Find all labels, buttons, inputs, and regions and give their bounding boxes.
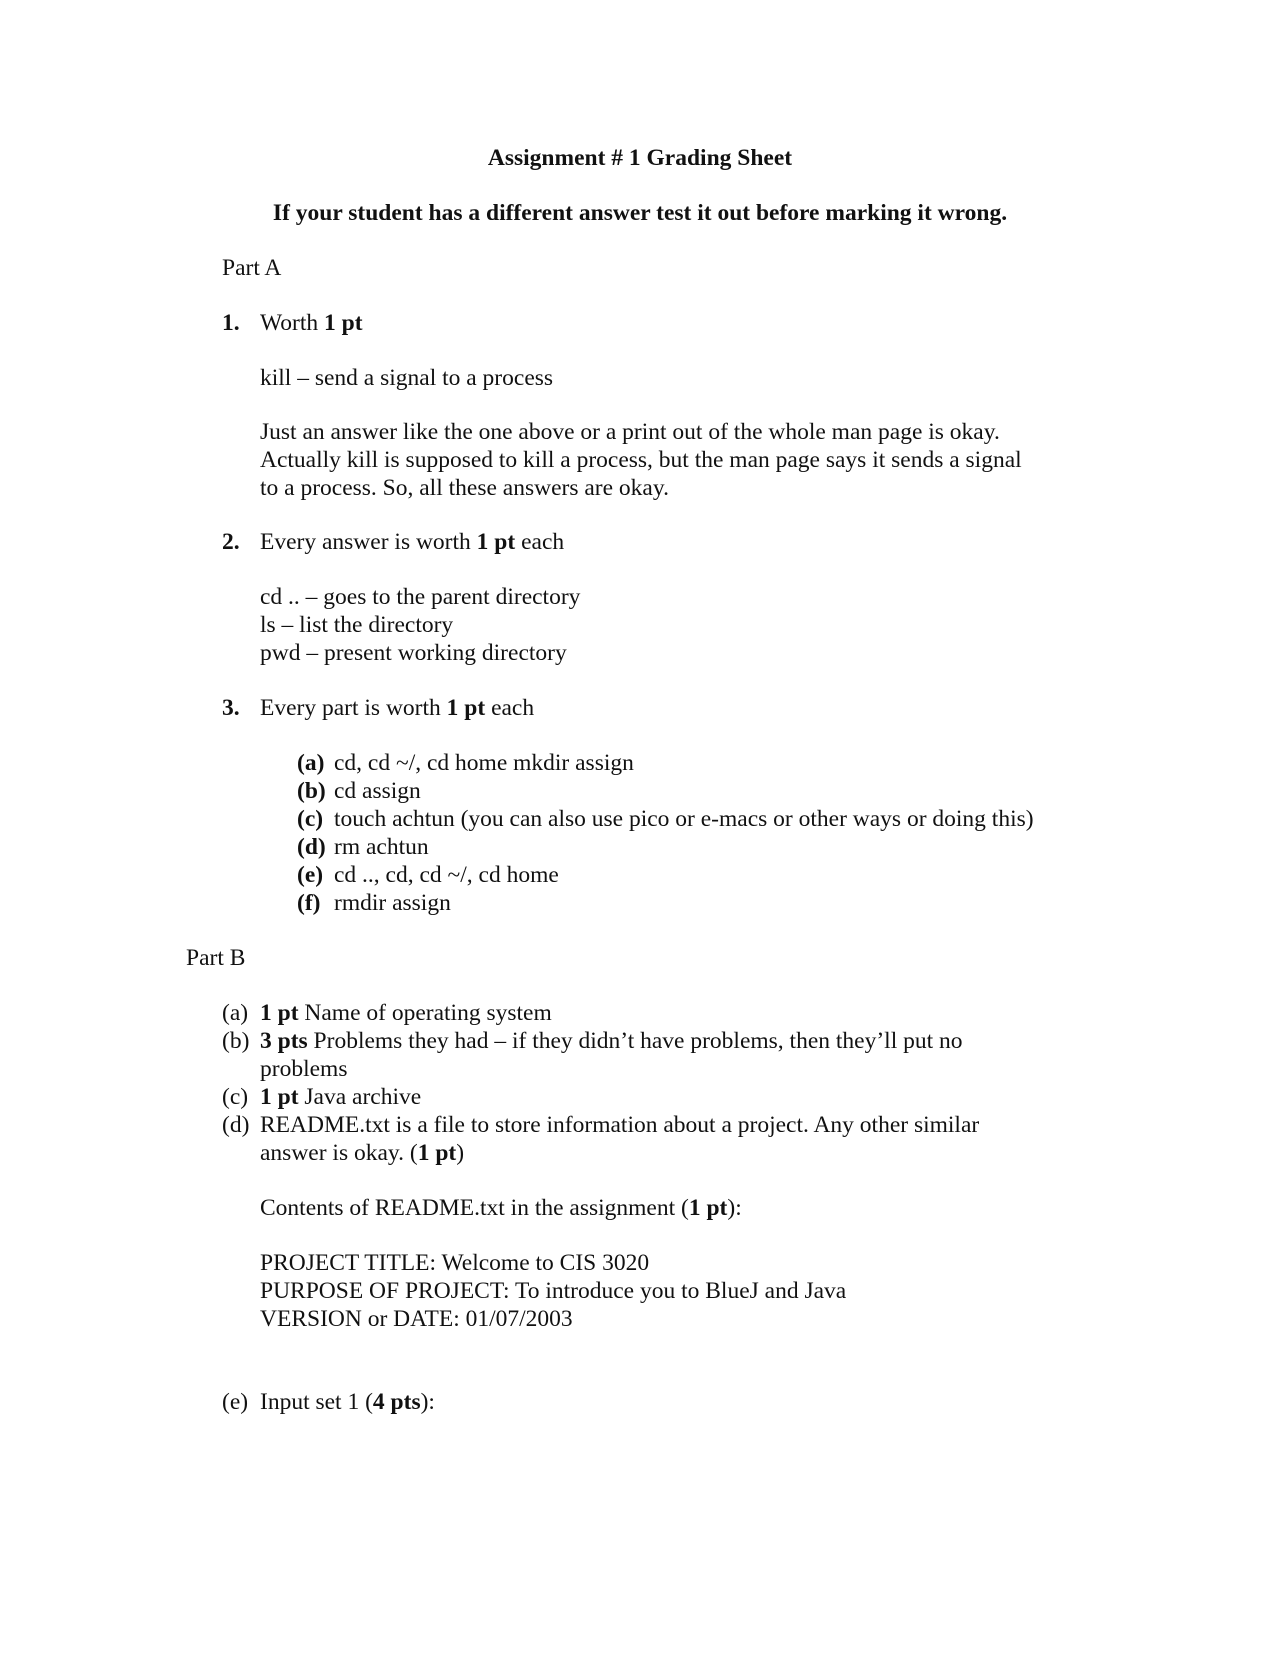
part-b-item-d-continued: answer is okay. (1 pt) (260, 1140, 465, 1166)
question-3-worth: Every part is worth 1 pt each (260, 695, 535, 721)
part-b-heading: Part B (186, 945, 246, 971)
readme-line: PURPOSE OF PROJECT: To introduce you to BlueJ and Java (260, 1278, 847, 1304)
question-2-worth: Every answer is worth 1 pt each (260, 529, 565, 555)
part-b-item-label: (a) (222, 1000, 249, 1026)
question-2-number: 2. (222, 529, 240, 555)
question-3-part-text: touch achtun (you can also use pico or e-macs or other ways or doing this) (334, 806, 1034, 832)
part-b-item-label: (b) (222, 1028, 250, 1054)
part-b-item-b: 3 pts Problems they had – if they didn’t have problems, then they’ll put no (260, 1028, 963, 1054)
question-3-number: 3. (222, 695, 240, 721)
question-3-part-text: cd .., cd, cd ~/, cd home (334, 862, 559, 888)
part-b-item-e: Input set 1 (4 pts): (260, 1389, 435, 1415)
grading-notice: If your student has a different answer test it out before marking it wrong. (272, 200, 1008, 226)
part-b-item-c: 1 pt Java archive (260, 1084, 422, 1110)
question-1-worth: Worth 1 pt (260, 310, 363, 336)
part-b-item-label: (e) (222, 1389, 249, 1415)
question-3-part-text: rm achtun (334, 834, 429, 860)
question-2-answer: ls – list the directory (260, 612, 454, 638)
question-1-note-line: Actually kill is supposed to kill a process, but the man page says it sends a signal (260, 447, 1022, 473)
question-2-answer: pwd – present working directory (260, 640, 567, 666)
readme-contents-heading: Contents of README.txt in the assignment (1 pt): (260, 1195, 742, 1221)
question-3-part-label: (d) (297, 834, 326, 860)
question-3-part-text: cd assign (334, 778, 421, 804)
question-3-part-label: (a) (297, 750, 325, 776)
part-b-item-b-continued: problems (260, 1056, 348, 1082)
readme-line: PROJECT TITLE: Welcome to CIS 3020 (260, 1250, 650, 1276)
question-1-note-line: to a process. So, all these answers are okay. (260, 475, 669, 501)
part-b-item-label: (d) (222, 1112, 250, 1138)
question-3-part-label: (b) (297, 778, 326, 804)
question-3-part-text: cd, cd ~/, cd home mkdir assign (334, 750, 634, 776)
question-3-part-text: rmdir assign (334, 890, 451, 916)
question-1-number: 1. (222, 310, 240, 336)
question-2-answer: cd .. – goes to the parent directory (260, 584, 581, 610)
part-b-item-a: 1 pt Name of operating system (260, 1000, 552, 1026)
question-3-part-label: (f) (297, 890, 321, 916)
part-b-item-label: (c) (222, 1084, 249, 1110)
question-1-note-line: Just an answer like the one above or a print out of the whole man page is okay. (260, 419, 1000, 445)
question-1-answer: kill – send a signal to a process (260, 365, 554, 391)
question-3-part-label: (e) (297, 862, 324, 888)
readme-line: VERSION or DATE: 01/07/2003 (260, 1306, 573, 1332)
question-3-part-label: (c) (297, 806, 324, 832)
part-b-item-d: README.txt is a file to store information about a project. Any other similar (260, 1112, 980, 1138)
page-title: Assignment # 1 Grading Sheet (487, 145, 793, 171)
part-a-heading: Part A (222, 255, 282, 281)
